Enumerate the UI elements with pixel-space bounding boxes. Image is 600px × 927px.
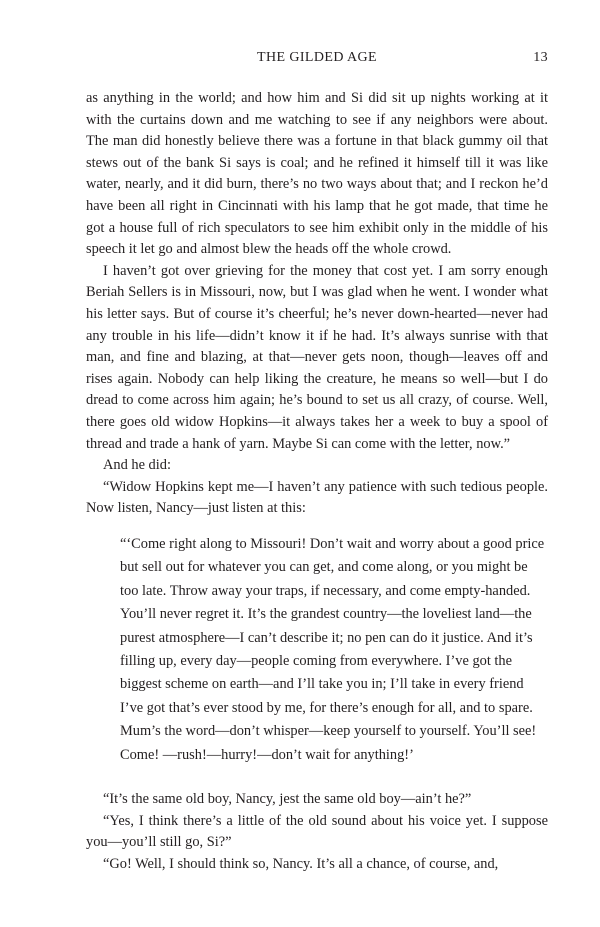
paragraph: “It’s the same old boy, Nancy, jest the same old boy—ain’t he?” (103, 790, 472, 807)
paragraph: “Go! Well, I should think so, Nancy. It’s all a chance, of course, and, (103, 855, 499, 872)
running-head (86, 50, 548, 70)
paragraph: “Yes, I think there’s a little of the old sound about his voice yet. I suppose you—you’ll still go, Si?” (86, 812, 548, 851)
paragraph: And he did: (103, 457, 171, 474)
body-text (86, 88, 548, 875)
running-title: THE GILDED AGE (257, 50, 377, 65)
paragraph: I haven’t got over grieving for the money that cost yet. I am sorry enough Beriah Sellers is in Missouri, now, but I was glad when he went. I wonder what his letter says. But of course it’s cheerful; he’s never down-hearted—never had any trouble in his life—didn’t know it if he had. It’s always sunrise with that man, and fine and blazing, at that—never gets noon, though—leaves off and rises again. Nobody can help liking the creature, he means so well—but I do dread to come across him again; he’s bound to set us all crazy, of course. Well, there goes old widow Hopkins—it always takes her a week to buy a spool of thread and trade a hank of yarn. Maybe Si can come with the letter, now.” (86, 262, 548, 452)
paragraph: “Widow Hopkins kept me—I haven’t any patience with such tedious people. Now listen, Nancy—just listen at this: (86, 478, 548, 517)
paragraph-continuation: as anything in the world; and how him and Si did sit up nights working at it with the curtains down and me watching to see if any neighbors were about. The man did honestly believe there was a fortune in that black gummy oil that stews out of the bank Si says is coal; and he refined it himself till it was like water, nearly, and it did burn, there’s no two ways about that; and I reckon he’d have been all right in Cincinnati with his lamp that he got made, that time he got a house full of rich speculators to see him exhibit only in the middle of his speech it let go and almost blew the heads off the whole crowd. (86, 90, 548, 258)
page-number: 13 (533, 50, 548, 65)
letter-quote: “‘Come right along to Missouri! Don’t wait and worry about a good price but sell out for whatever you can get, and come along, or you might be too late. Throw away your traps, if necessary, and come empty-handed. You’ll never regret it. It’s the grandest country—the loveliest land—the purest atmosphere—I can’t describe it; no pen can do it justice. And it’s filling up, every day—people coming from everywhere. I’ve got the biggest scheme on earth—and I’ll take you in; I’ll take in every friend I’ve got that’s ever stood by me, for there’s enough for all, and to spare. Mum’s the word—don’t whisper—keep yourself to yourself. You’ll see! Come! —rush!—hurry!—don’t wait for anything!’ (120, 535, 545, 763)
